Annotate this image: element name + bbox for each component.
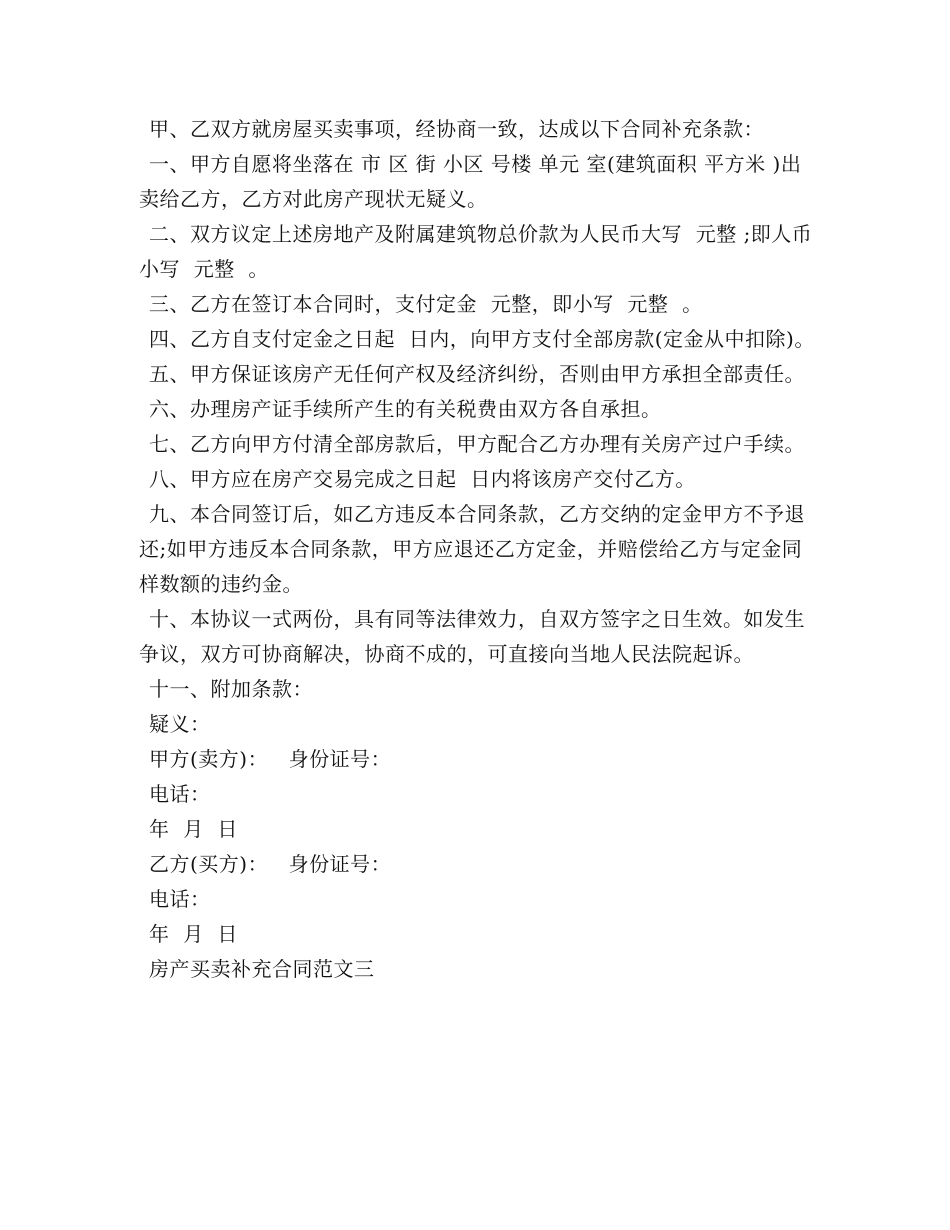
party-a-line: 甲方(卖方)： 身份证号： bbox=[149, 747, 392, 771]
clause-11: 十一、附加条款： bbox=[149, 677, 313, 701]
clause-2: 二、双方议定上述房地产及附属建筑物总价款为人民币大写 元整 ;即人币小写 元整 。 bbox=[139, 222, 813, 281]
clause-6: 六、办理房产证手续所产生的有关税费由双方各自承担。 bbox=[149, 397, 662, 421]
clause-9: 九、本合同签订后，如乙方违反本合同条款，乙方交纳的定金甲方不予退还;如甲方违反本合同条款，甲方应退还乙方定金，并赔偿给乙方与定金同样数额的违约金。 bbox=[139, 502, 805, 596]
next-section-title: 房产买卖补充合同范文三 bbox=[149, 957, 375, 981]
clause-4: 四、乙方自支付定金之日起 日内，向甲方支付全部房款(定金从中扣除)。 bbox=[149, 327, 815, 351]
party-a-date: 年 月 日 bbox=[149, 817, 238, 841]
clause-5: 五、甲方保证该房产无任何产权及经济纠纷，否则由甲方承担全部责任。 bbox=[149, 362, 805, 386]
document-page bbox=[139, 112, 819, 987]
doubts-line: 疑义： bbox=[149, 712, 211, 736]
clause-8: 八、甲方应在房产交易完成之日起 日内将该房产交付乙方。 bbox=[149, 467, 696, 491]
clause-1: 一、甲方自愿将坐落在 市 区 街 小区 号楼 单元 室(建筑面积 平方米 )出卖给乙方，乙方对此房产现状无疑义。 bbox=[139, 152, 802, 211]
contract-intro: 甲、乙双方就房屋买卖事项，经协商一致，达成以下合同补充条款： bbox=[149, 117, 764, 141]
clause-7: 七、乙方向甲方付清全部房款后，甲方配合乙方办理有关房产过户手续。 bbox=[149, 432, 805, 456]
clause-10: 十、本协议一式两份，具有同等法律效力，自双方签字之日生效。如发生争议，双方可协商解决，协商不成的，可直接向当地人民法院起诉。 bbox=[139, 607, 805, 666]
clause-3: 三、乙方在签订本合同时，支付定金 元整，即小写 元整 。 bbox=[149, 292, 703, 316]
party-a-phone: 电话： bbox=[149, 782, 211, 806]
party-b-line: 乙方(买方)： 身份证号： bbox=[149, 852, 392, 876]
party-b-phone: 电话： bbox=[149, 887, 211, 911]
party-b-date: 年 月 日 bbox=[149, 922, 238, 946]
